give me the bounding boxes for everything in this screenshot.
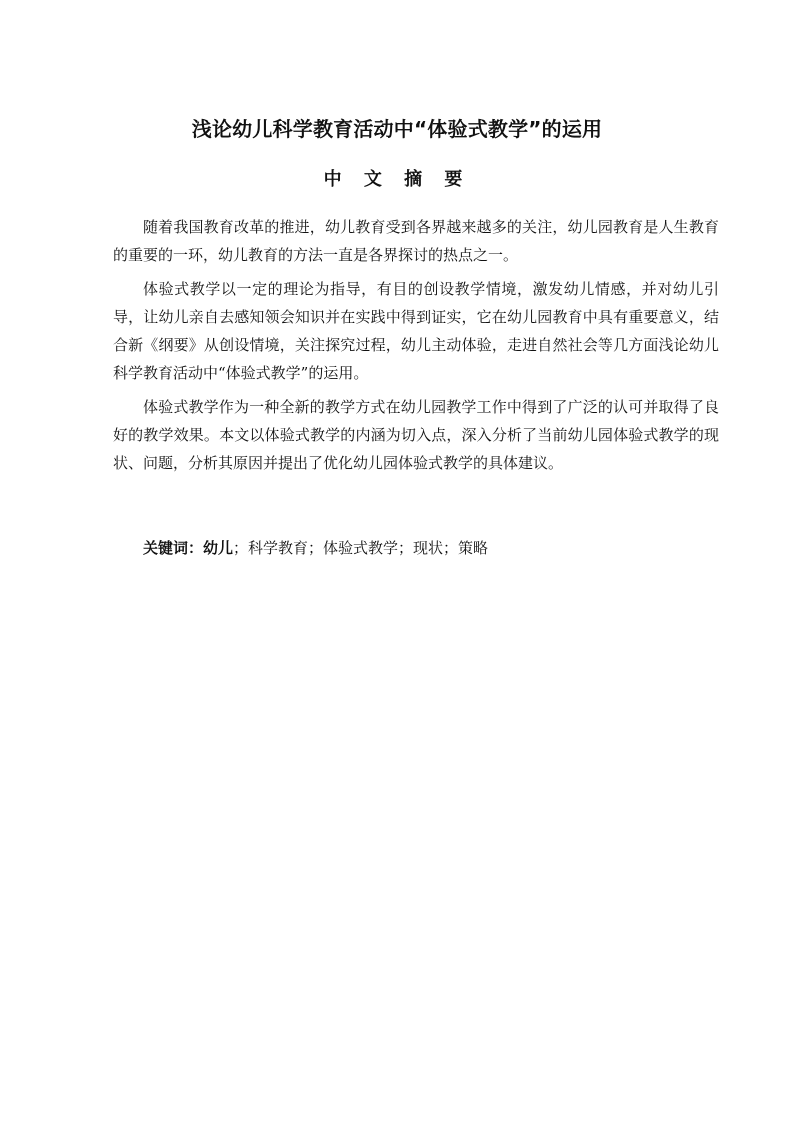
keywords-rest: ；科学教育；体验式教学；现状；策略 <box>233 539 489 557</box>
abstract-body <box>113 213 719 483</box>
abstract-paragraph-1: 随着我国教育改革的推进，幼儿教育受到各界越来越多的关注，幼儿园教育是人生教育的重要的一环，幼儿教育的方法一直是各界探讨的热点之一。 <box>113 218 719 264</box>
abstract-paragraph-2: 体验式教学以一定的理论为指导，有目的创设教学情境，激发幼儿情感，并对幼儿引导，让幼儿亲自去感知领会知识并在实践中得到证实，它在幼儿园教育中具有重要意义，结合新《纲要》从创设情境，关注探究过程，幼儿主动体验，走进自然社会等几方面浅论幼儿科学教育活动中“体验式教学”的运用。 <box>113 280 719 382</box>
keywords-label: 关键词： <box>143 539 204 557</box>
abstract-heading: 中 文 摘 要 <box>323 169 471 190</box>
abstract-paragraph-3: 体验式教学作为一种全新的教学方式在幼儿园教学工作中得到了广泛的认可并取得了良好的教学效果。本文以体验式教学的内涵为切入点，深入分析了当前幼儿园体验式教学的现状、问题，分析其原因并提出了优化幼儿园体验式教学的具体建议。 <box>113 398 719 472</box>
keywords-line <box>143 534 488 562</box>
keyword-first: 幼儿 <box>203 539 234 557</box>
paper-title: 浅论幼儿科学教育活动中“体验式教学”的运用 <box>191 117 603 141</box>
